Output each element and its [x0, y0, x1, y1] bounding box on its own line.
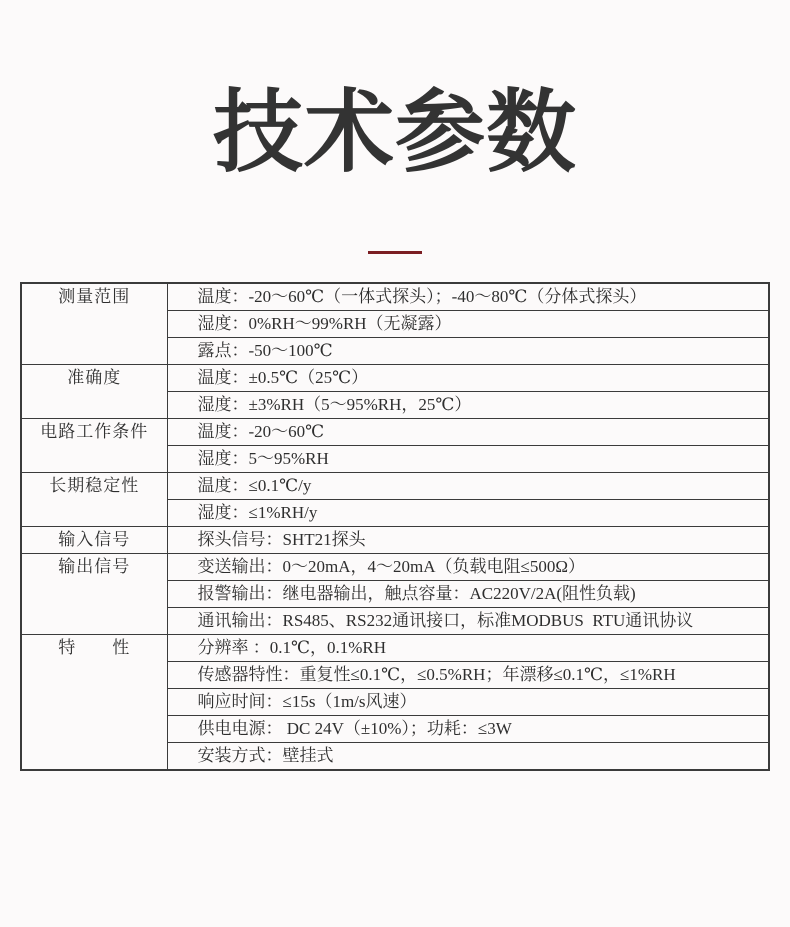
- table-row: [21, 419, 769, 446]
- cell-dew-point-range: 露点：-50～100℃: [167, 338, 769, 365]
- cell-sensor-characteristics: 传感器特性：重复性≤0.1℃，≤0.5%RH；年漂移≤0.1℃，≤1%RH: [167, 662, 769, 689]
- cell-mounting-method: 安装方式：壁挂式: [167, 743, 769, 771]
- table-row: [21, 635, 769, 662]
- table-row: [21, 527, 769, 554]
- row-header-input-signal: 输入信号: [21, 527, 167, 554]
- row-header-features: 特 性: [21, 635, 167, 771]
- row-header-circuit-operating-conditions: 电路工作条件: [21, 419, 167, 473]
- cell-operating-humidity: 湿度：5～95%RH: [167, 446, 769, 473]
- cell-humidity-stability: 湿度：≤1%RH/y: [167, 500, 769, 527]
- table-row: [21, 473, 769, 500]
- row-header-accuracy: 准确度: [21, 365, 167, 419]
- row-header-long-term-stability: 长期稳定性: [21, 473, 167, 527]
- table-row: [21, 283, 769, 311]
- row-header-output-signal: 输出信号: [21, 554, 167, 635]
- cell-operating-temperature: 温度：-20～60℃: [167, 419, 769, 446]
- table-row: [21, 365, 769, 392]
- cell-humidity-range: 湿度：0%RH～99%RH（无凝露）: [167, 311, 769, 338]
- spec-table: [20, 282, 770, 771]
- cell-temperature-range: 温度：-20～60℃（一体式探头）；-40～80℃（分体式探头）: [167, 283, 769, 311]
- row-header-measuring-range: 测量范围: [21, 283, 167, 365]
- cell-alarm-output: 报警输出：继电器输出，触点容量：AC220V/2A(阻性负载): [167, 581, 769, 608]
- title-divider: [368, 251, 422, 254]
- cell-power-supply: 供电电源： DC 24V（±10%）；功耗：≤3W: [167, 716, 769, 743]
- cell-humidity-accuracy: 湿度：±3%RH（5～95%RH，25℃）: [167, 392, 769, 419]
- cell-response-time: 响应时间：≤15s（1m/s风速）: [167, 689, 769, 716]
- cell-communication-output: 通讯输出：RS485、RS232通讯接口，标准MODBUS RTU通讯协议: [167, 608, 769, 635]
- page-title: 技术参数: [213, 83, 577, 183]
- cell-resolution: 分辨率 ：0.1℃，0.1%RH: [167, 635, 769, 662]
- cell-transmitting-output: 变送输出：0～20mA，4～20mA（负载电阻≤500Ω）: [167, 554, 769, 581]
- cell-probe-signal: 探头信号：SHT21探头: [167, 527, 769, 554]
- cell-temperature-accuracy: 温度：±0.5℃（25℃）: [167, 365, 769, 392]
- table-row: [21, 554, 769, 581]
- cell-temperature-stability: 温度：≤0.1℃/y: [167, 473, 769, 500]
